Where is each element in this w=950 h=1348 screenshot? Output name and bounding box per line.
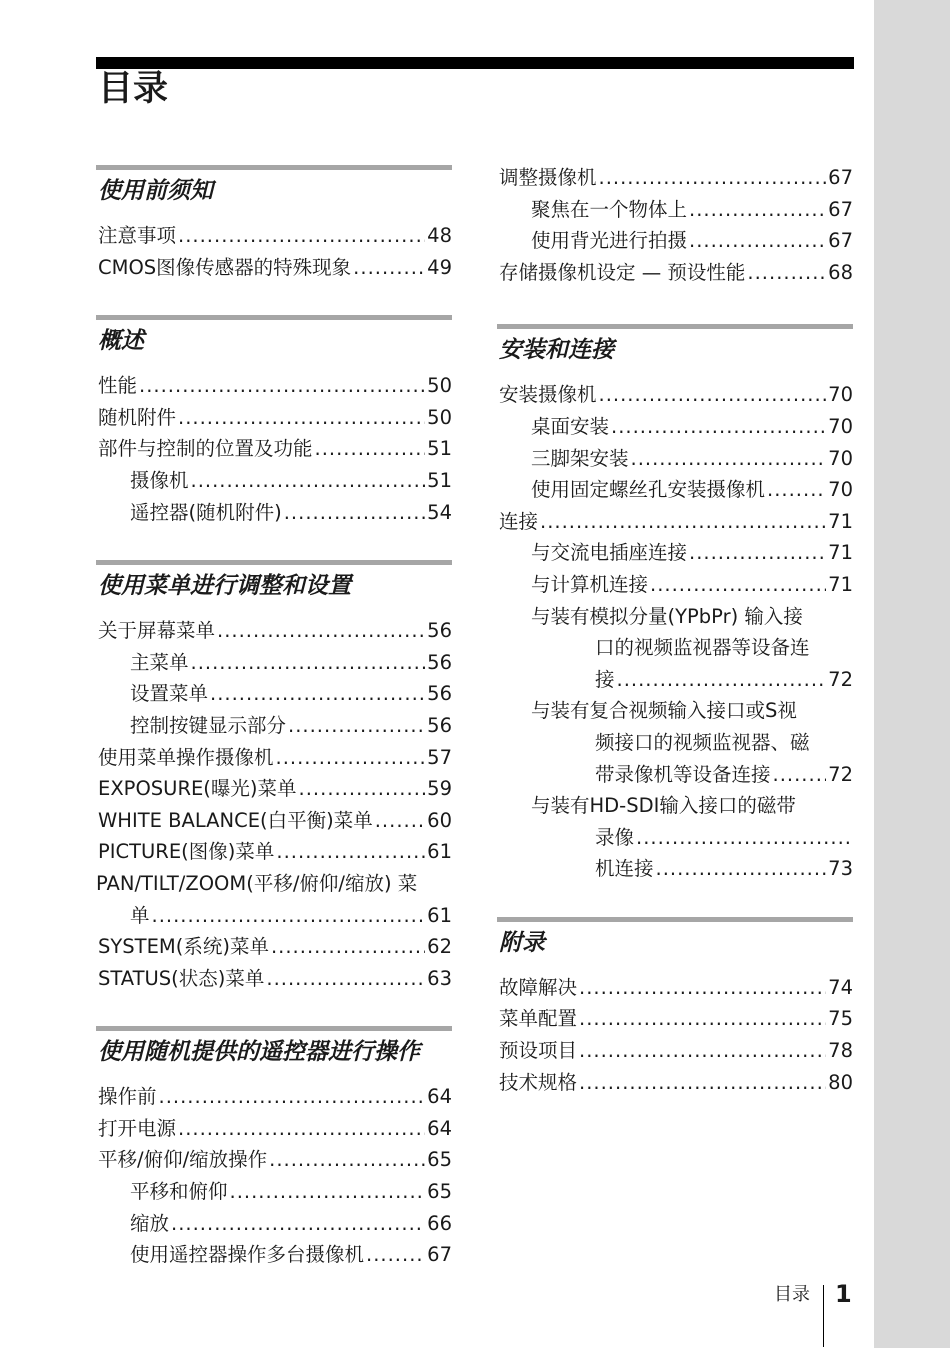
toc-entry[interactable]: 随机附件 ..... 50 [96,402,452,434]
toc-subentry[interactable]: 平移和俯仰 ..... 65 [96,1176,452,1208]
side-margin-strip [874,0,950,1348]
section-rule [96,560,452,565]
toc-entry[interactable]: STATUS(状态)菜单 ..... 63 [96,963,452,995]
toc-subentry[interactable]: 使用背光进行拍摄 ..... 67 [497,225,853,257]
toc-subentry[interactable]: 使用遥控器操作多台摄像机 ..... 67 [96,1239,452,1271]
toc-entry[interactable]: 打开电源 ..... 64 [96,1113,452,1145]
toc-subentry-wrap[interactable]: 与装有复合视频输入接口或S视 [531,699,797,723]
toc-subentry-wrap[interactable]: 与装有HD-SDI输入接口的磁带 [531,794,796,818]
toc-subentry-wrap[interactable]: 录像 ..... [497,822,853,854]
toc-subentry[interactable]: 设置菜单 ..... 56 [96,678,452,710]
toc-subentry[interactable]: 与交流电插座连接 ..... 71 [497,537,853,569]
toc-subentry[interactable]: 三脚架安装 ..... 70 [497,443,853,475]
toc-subentry[interactable]: 聚焦在一个物体上 ..... 67 [497,194,853,226]
section-title: 使用随机提供的遥控器进行操作 [98,1039,420,1066]
section-title: 概述 [98,328,144,355]
section-title: 附录 [499,929,545,956]
section-rule [96,315,452,320]
footer-label: 目录 [774,1284,810,1305]
footer-divider [823,1285,824,1347]
section-title: 使用菜单进行调整和设置 [98,573,351,600]
toc-entry[interactable]: PICTURE(图像)菜单 ..... 61 [96,836,452,868]
toc-left-column [96,165,452,1303]
toc-entry[interactable]: 平移/俯仰/缩放操作 ..... 65 [96,1144,452,1176]
toc-entry[interactable]: 操作前 ..... 64 [96,1081,452,1113]
toc-entry[interactable]: 关于屏幕菜单 ..... 56 [96,615,452,647]
section-rule [497,917,853,922]
toc-entry[interactable]: 使用菜单操作摄像机 ..... 57 [96,742,452,774]
toc-entry-wrap[interactable]: PAN/TILT/ZOOM(平移/俯仰/缩放) 菜 [96,871,418,895]
toc-subentry[interactable]: 遥控器(随机附件) ..... 54 [96,497,452,529]
toc-entry[interactable]: 故障解决 ..... 74 [497,972,853,1004]
toc-entry[interactable]: 注意事项 ..... 48 [96,220,452,252]
page-number: 1 [835,1280,852,1308]
toc-entry[interactable]: 存储摄像机设定 — 预设性能 ..... 68 [497,257,853,289]
toc-subentry-wrap[interactable]: 与装有模拟分量(YPbPr) 输入接 [531,604,803,628]
toc-entry[interactable]: 部件与控制的位置及功能 ..... 51 [96,433,452,465]
toc-entry[interactable]: 预设项目 ..... 78 [497,1035,853,1067]
section-rule [96,165,452,170]
toc-section-overview [96,315,452,528]
toc-subentry[interactable]: 机连接 ..... 73 [497,853,853,885]
toc-entry[interactable]: 连接 ..... 71 [497,506,853,538]
toc-entry[interactable]: 菜单配置 ..... 75 [497,1003,853,1035]
top-rule [96,57,854,69]
toc-subentry[interactable]: 接 ..... 72 [497,664,853,696]
toc-entry[interactable]: EXPOSURE(曝光)菜单 ..... 59 [96,773,452,805]
toc-section-before-use [96,165,452,283]
toc-subentry[interactable]: 桌面安装 ..... 70 [497,411,853,443]
toc-subentry[interactable]: 与计算机连接 ..... 71 [497,569,853,601]
toc-subentry[interactable]: 缩放 ..... 66 [96,1208,452,1240]
toc-entry[interactable]: 单 ..... 61 [96,900,452,932]
toc-section-continued [497,162,853,288]
toc-entry[interactable]: 调整摄像机 ..... 67 [497,162,853,194]
toc-subentry[interactable]: 主菜单 ..... 56 [96,647,452,679]
toc-subentry-wrap[interactable]: 频接口的视频监视器、磁 [595,730,810,754]
toc-subentry[interactable]: 摄像机 ..... 51 [96,465,452,497]
toc-section-appendix [497,917,853,1098]
section-title: 安装和连接 [499,337,614,364]
toc-section-installation [497,324,853,885]
section-title: 使用前须知 [98,178,213,204]
toc-entry[interactable]: 技术规格 ..... 80 [497,1067,853,1099]
page-title: 目录 [98,69,169,109]
toc-entry[interactable]: 安装摄像机 ..... 70 [497,379,853,411]
toc-section-menu-settings [96,560,452,994]
section-rule [96,1026,452,1031]
toc-section-remote-control [96,1026,452,1271]
toc-subentry[interactable]: 控制按键显示部分 ..... 56 [96,710,452,742]
toc-entry[interactable]: CMOS图像传感器的特殊现象 ..... 49 [96,252,452,284]
toc-subentry-wrap[interactable]: 口的视频监视器等设备连 [595,636,810,660]
toc-subentry[interactable]: 使用固定螺丝孔安装摄像机 ..... 70 [497,474,853,506]
toc-right-column [497,162,853,1130]
toc-entry[interactable]: 性能 ..... 50 [96,370,452,402]
section-rule [497,324,853,329]
toc-subentry[interactable]: 带录像机等设备连接 ..... 72 [497,759,853,791]
toc-entry[interactable]: WHITE BALANCE(白平衡)菜单 ..... 60 [96,805,452,837]
toc-entry[interactable]: SYSTEM(系统)菜单 ..... 62 [96,931,452,963]
